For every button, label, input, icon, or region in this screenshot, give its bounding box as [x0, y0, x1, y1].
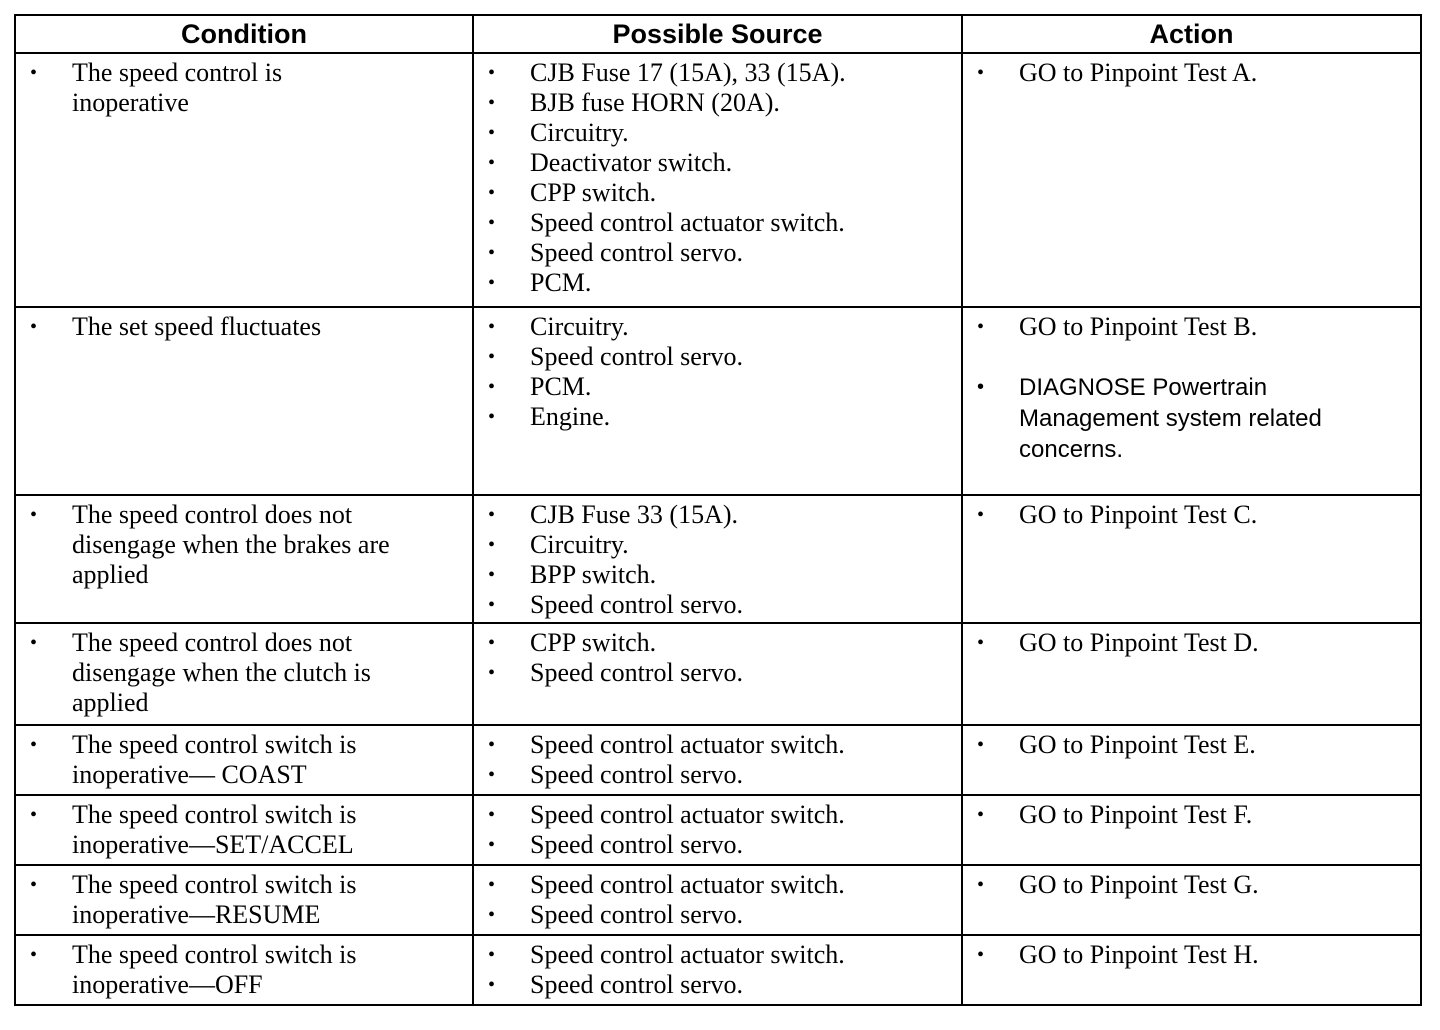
action-item	[963, 940, 1412, 970]
bullet-icon: •	[488, 764, 496, 786]
source-text: CPP switch.	[530, 178, 657, 207]
bullet-icon: •	[30, 316, 38, 338]
condition-line: inoperative—OFF	[72, 970, 263, 999]
bullet-icon: •	[977, 316, 985, 338]
bullet-icon: •	[488, 564, 496, 586]
source-text: Speed control servo.	[530, 760, 744, 789]
condition-item	[16, 940, 464, 1000]
source-text: Deactivator switch.	[530, 148, 733, 177]
action-cell	[962, 795, 1421, 865]
table-row	[15, 495, 1421, 623]
header-row	[15, 15, 1421, 53]
table-row	[15, 795, 1421, 865]
source-text: Circuitry.	[530, 530, 629, 559]
action-text: GO to Pinpoint Test H.	[1019, 940, 1259, 969]
condition-item	[16, 800, 464, 860]
bullet-icon: •	[977, 944, 985, 966]
bullet-icon: •	[488, 834, 496, 856]
bullet-icon: •	[488, 272, 496, 294]
bullet-icon: •	[488, 346, 496, 368]
action-text: GO to Pinpoint Test C.	[1019, 500, 1258, 529]
action-text: DIAGNOSE Powertrain Management system related concerns.	[1019, 374, 1322, 463]
bullet-icon: •	[30, 874, 38, 896]
source-text: Speed control actuator switch.	[530, 940, 845, 969]
source-item	[474, 268, 953, 298]
source-item	[474, 590, 953, 620]
source-item	[474, 800, 953, 830]
condition-line: The set speed fluctuates	[72, 312, 322, 341]
bullet-icon: •	[488, 944, 496, 966]
condition-cell	[15, 307, 473, 495]
source-text: PCM.	[530, 372, 592, 401]
bullet-icon: •	[30, 944, 38, 966]
action-cell	[962, 495, 1421, 623]
bullet-icon: •	[488, 212, 496, 234]
action-cell	[962, 935, 1421, 1005]
source-text: Engine.	[530, 402, 611, 431]
source-cell	[473, 725, 962, 795]
action-item	[963, 58, 1412, 88]
source-item	[474, 628, 953, 658]
bullet-icon: •	[30, 804, 38, 826]
table-row	[15, 53, 1421, 307]
condition-item	[16, 730, 464, 790]
condition-item	[16, 58, 464, 118]
source-cell	[473, 623, 962, 725]
source-text: Speed control servo.	[530, 658, 744, 687]
bullet-icon: •	[488, 406, 496, 428]
source-text: Speed control servo.	[530, 238, 744, 267]
bullet-icon: •	[488, 122, 496, 144]
bullet-icon: •	[977, 734, 985, 756]
action-cell	[962, 865, 1421, 935]
source-text: Circuitry.	[530, 312, 629, 341]
source-item	[474, 940, 953, 970]
bullet-icon: •	[488, 594, 496, 616]
condition-line: disengage when the clutch is	[72, 658, 371, 687]
condition-cell	[15, 935, 473, 1005]
source-cell	[473, 795, 962, 865]
table-row	[15, 935, 1421, 1005]
action-item	[963, 628, 1412, 658]
action-item	[963, 372, 1412, 465]
bullet-icon: •	[488, 62, 496, 84]
bullet-icon: •	[977, 632, 985, 654]
action-item	[963, 870, 1412, 900]
source-text: Speed control actuator switch.	[530, 208, 845, 237]
condition-cell	[15, 53, 473, 307]
condition-line: The speed control switch is	[72, 870, 357, 899]
source-text: Speed control servo.	[530, 900, 744, 929]
bullet-icon: •	[488, 242, 496, 264]
source-text: CJB Fuse 33 (15A).	[530, 500, 739, 529]
action-item	[963, 500, 1412, 530]
condition-cell	[15, 623, 473, 725]
condition-cell	[15, 795, 473, 865]
bullet-icon: •	[488, 376, 496, 398]
bullet-icon: •	[488, 874, 496, 896]
source-text: Speed control servo.	[530, 342, 744, 371]
action-text: GO to Pinpoint Test G.	[1019, 870, 1259, 899]
action-item	[963, 800, 1412, 830]
table-row	[15, 623, 1421, 725]
bullet-icon: •	[977, 504, 985, 526]
condition-line: The speed control switch is	[72, 940, 357, 969]
condition-cell	[15, 495, 473, 623]
source-item	[474, 402, 953, 432]
action-cell	[962, 53, 1421, 307]
source-item	[474, 372, 953, 402]
source-item	[474, 500, 953, 530]
condition-item	[16, 628, 464, 718]
table-row	[15, 725, 1421, 795]
source-text: Speed control servo.	[530, 970, 744, 999]
condition-item	[16, 500, 464, 590]
source-text: Speed control actuator switch.	[530, 800, 845, 829]
source-item	[474, 342, 953, 372]
source-item	[474, 900, 953, 930]
source-text: Speed control actuator switch.	[530, 870, 845, 899]
source-text: Circuitry.	[530, 118, 629, 147]
bullet-icon: •	[488, 974, 496, 996]
condition-line: disengage when the brakes are	[72, 530, 390, 559]
action-text: GO to Pinpoint Test F.	[1019, 800, 1253, 829]
condition-line: inoperative—RESUME	[72, 900, 321, 929]
bullet-icon: •	[488, 152, 496, 174]
condition-line: The speed control is	[72, 58, 283, 87]
source-item	[474, 658, 953, 688]
source-text: BJB fuse HORN (20A).	[530, 88, 780, 117]
action-item	[963, 312, 1412, 342]
source-text: PCM.	[530, 268, 592, 297]
source-cell	[473, 53, 962, 307]
condition-cell	[15, 725, 473, 795]
bullet-icon: •	[488, 734, 496, 756]
condition-item	[16, 870, 464, 930]
diagnosis-table	[14, 14, 1422, 1006]
source-item	[474, 208, 953, 238]
action-item	[963, 730, 1412, 760]
condition-line: The speed control does not	[72, 500, 353, 529]
source-item	[474, 830, 953, 860]
bullet-icon: •	[977, 804, 985, 826]
source-item	[474, 88, 953, 118]
bullet-icon: •	[488, 504, 496, 526]
source-item	[474, 58, 953, 88]
source-item	[474, 560, 953, 590]
source-item	[474, 760, 953, 790]
bullet-icon: •	[488, 92, 496, 114]
source-cell	[473, 307, 962, 495]
bullet-icon: •	[488, 904, 496, 926]
table-row	[15, 307, 1421, 495]
bullet-icon: •	[30, 62, 38, 84]
source-item	[474, 870, 953, 900]
source-cell	[473, 935, 962, 1005]
bullet-icon: •	[977, 62, 985, 84]
table-row	[15, 865, 1421, 935]
source-text: CPP switch.	[530, 628, 657, 657]
bullet-icon: •	[977, 376, 985, 398]
action-text: GO to Pinpoint Test B.	[1019, 312, 1258, 341]
condition-header: Condition	[15, 15, 473, 53]
bullet-icon: •	[488, 804, 496, 826]
condition-line: applied	[72, 560, 149, 589]
bullet-icon: •	[488, 316, 496, 338]
condition-line: applied	[72, 688, 149, 717]
condition-item	[16, 312, 464, 342]
source-text: Speed control servo.	[530, 830, 744, 859]
source-text: BPP switch.	[530, 560, 657, 589]
condition-line: inoperative—SET/ACCEL	[72, 830, 354, 859]
condition-line: The speed control does not	[72, 628, 353, 657]
source-item	[474, 530, 953, 560]
action-text: GO to Pinpoint Test A.	[1019, 58, 1258, 87]
bullet-icon: •	[488, 534, 496, 556]
action-cell	[962, 307, 1421, 495]
source-cell	[473, 495, 962, 623]
bullet-icon: •	[488, 182, 496, 204]
source-item	[474, 970, 953, 1000]
condition-line: inoperative— COAST	[72, 760, 307, 789]
action-cell	[962, 725, 1421, 795]
condition-cell	[15, 865, 473, 935]
source-text: Speed control actuator switch.	[530, 730, 845, 759]
source-item	[474, 312, 953, 342]
bullet-icon: •	[30, 504, 38, 526]
condition-line: The speed control switch is	[72, 730, 357, 759]
action-text: GO to Pinpoint Test D.	[1019, 628, 1259, 657]
action-header: Action	[962, 15, 1421, 53]
source-text: Speed control servo.	[530, 590, 744, 619]
bullet-icon: •	[30, 632, 38, 654]
source-item	[474, 178, 953, 208]
condition-line: inoperative	[72, 88, 189, 117]
source-item	[474, 238, 953, 268]
source-text: CJB Fuse 17 (15A), 33 (15A).	[530, 58, 846, 87]
bullet-icon: •	[30, 734, 38, 756]
bullet-icon: •	[977, 874, 985, 896]
source-item	[474, 118, 953, 148]
action-cell	[962, 623, 1421, 725]
source-item	[474, 730, 953, 760]
condition-line: The speed control switch is	[72, 800, 357, 829]
source-header: Possible Source	[473, 15, 962, 53]
source-cell	[473, 865, 962, 935]
source-item	[474, 148, 953, 178]
action-text: GO to Pinpoint Test E.	[1019, 730, 1256, 759]
bullet-icon: •	[488, 632, 496, 654]
bullet-icon: •	[488, 662, 496, 684]
